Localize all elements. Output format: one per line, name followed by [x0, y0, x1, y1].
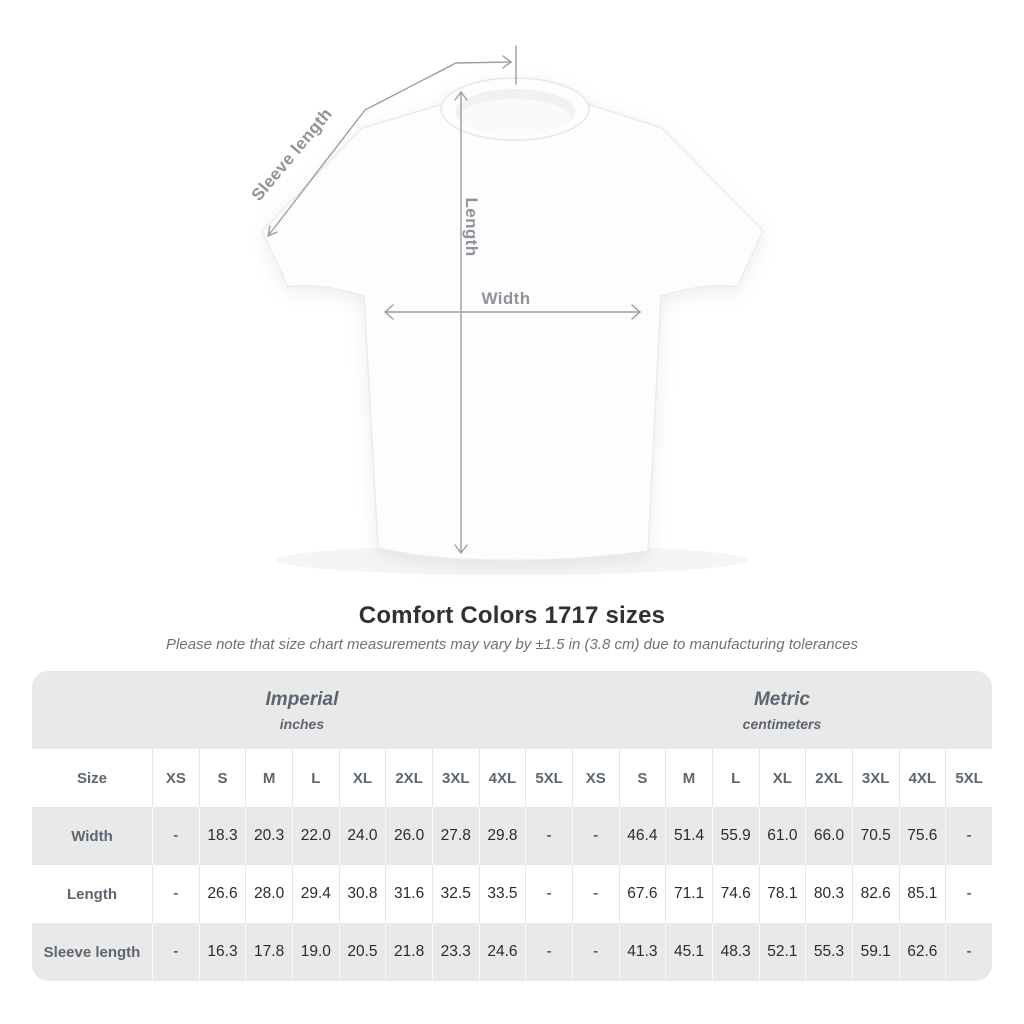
value-cell: 52.1: [759, 923, 806, 981]
size-col-imperial-xl: XL: [339, 749, 386, 807]
value-cell: 30.8: [339, 865, 386, 923]
size-col-imperial-5xl: 5XL: [525, 749, 572, 807]
size-col-metric-xl: XL: [759, 749, 806, 807]
value-cell: 22.0: [292, 807, 339, 865]
size-col-imperial-3xl: 3XL: [432, 749, 479, 807]
value-cell: -: [152, 865, 199, 923]
size-col-metric-5xl: 5XL: [945, 749, 992, 807]
value-cell: -: [572, 923, 619, 981]
value-cell: 59.1: [852, 923, 899, 981]
value-cell: -: [945, 923, 992, 981]
value-cell: 85.1: [899, 865, 946, 923]
value-cell: 66.0: [805, 807, 852, 865]
value-cell: 48.3: [712, 923, 759, 981]
value-cell: -: [945, 807, 992, 865]
value-cell: -: [572, 865, 619, 923]
value-cell: 41.3: [619, 923, 666, 981]
measurement-row-sleeve-length: [32, 923, 992, 981]
size-col-metric-l: L: [712, 749, 759, 807]
value-cell: 19.0: [292, 923, 339, 981]
value-cell: 20.3: [245, 807, 292, 865]
collar-inner-highlight: [460, 99, 570, 135]
imperial-group-header: [32, 671, 572, 749]
value-cell: 51.4: [665, 807, 712, 865]
value-cell: 24.6: [479, 923, 526, 981]
size-col-metric-3xl: 3XL: [852, 749, 899, 807]
size-col-metric-m: M: [665, 749, 712, 807]
size-table: [32, 671, 992, 981]
value-cell: 16.3: [199, 923, 246, 981]
value-cell: -: [945, 865, 992, 923]
size-col-metric-xs: XS: [572, 749, 619, 807]
sizes-header-row: [32, 749, 992, 807]
value-cell: -: [525, 865, 572, 923]
unit-band-row: [32, 671, 992, 749]
size-col-imperial-xs: XS: [152, 749, 199, 807]
value-cell: 20.5: [339, 923, 386, 981]
value-cell: 67.6: [619, 865, 666, 923]
size-col-imperial-2xl: 2XL: [385, 749, 432, 807]
size-header-cell: Size: [32, 749, 152, 807]
value-cell: 33.5: [479, 865, 526, 923]
value-cell: 23.3: [432, 923, 479, 981]
value-cell: 78.1: [759, 865, 806, 923]
value-cell: -: [525, 923, 572, 981]
row-label: Length: [32, 865, 152, 923]
sleeve-length-label: Sleeve length: [247, 104, 336, 205]
value-cell: 62.6: [899, 923, 946, 981]
value-cell: -: [525, 807, 572, 865]
value-cell: 32.5: [432, 865, 479, 923]
size-col-metric-2xl: 2XL: [805, 749, 852, 807]
value-cell: 18.3: [199, 807, 246, 865]
tolerance-note: Please note that size chart measurements may vary by ±1.5 in (3.8 cm) due to manufacturing tolerances: [166, 636, 858, 653]
measurement-row-width: [32, 807, 992, 865]
imperial-unit: inches: [279, 715, 325, 732]
row-label: Sleeve length: [32, 923, 152, 981]
value-cell: 28.0: [245, 865, 292, 923]
width-label: Width: [481, 289, 531, 308]
value-cell: 74.6: [712, 865, 759, 923]
row-label: Width: [32, 807, 152, 865]
metric-label: Metric: [753, 688, 810, 710]
value-cell: 17.8: [245, 923, 292, 981]
value-cell: 27.8: [432, 807, 479, 865]
size-col-imperial-l: L: [292, 749, 339, 807]
value-cell: -: [152, 807, 199, 865]
value-cell: 70.5: [852, 807, 899, 865]
value-cell: 61.0: [759, 807, 806, 865]
value-cell: 26.0: [385, 807, 432, 865]
metric-group-header: [572, 671, 992, 749]
value-cell: 24.0: [339, 807, 386, 865]
value-cell: 26.6: [199, 865, 246, 923]
value-cell: 21.8: [385, 923, 432, 981]
value-cell: 46.4: [619, 807, 666, 865]
value-cell: 75.6: [899, 807, 946, 865]
size-col-imperial-s: S: [199, 749, 246, 807]
value-cell: 31.6: [385, 865, 432, 923]
tshirt-graphic: [262, 78, 763, 560]
size-col-imperial-m: M: [245, 749, 292, 807]
value-cell: 82.6: [852, 865, 899, 923]
size-col-metric-s: S: [619, 749, 666, 807]
value-cell: 55.3: [805, 923, 852, 981]
imperial-label: Imperial: [265, 688, 339, 710]
value-cell: 45.1: [665, 923, 712, 981]
value-cell: -: [152, 923, 199, 981]
size-col-imperial-4xl: 4XL: [479, 749, 526, 807]
value-cell: 29.8: [479, 807, 526, 865]
value-cell: 55.9: [712, 807, 759, 865]
metric-unit: centimeters: [742, 715, 822, 732]
length-label: Length: [462, 197, 481, 257]
measurement-row-length: [32, 865, 992, 923]
value-cell: 29.4: [292, 865, 339, 923]
value-cell: 80.3: [805, 865, 852, 923]
value-cell: 71.1: [665, 865, 712, 923]
page-title: Comfort Colors 1717 sizes: [358, 602, 666, 629]
size-col-metric-4xl: 4XL: [899, 749, 946, 807]
value-cell: -: [572, 807, 619, 865]
